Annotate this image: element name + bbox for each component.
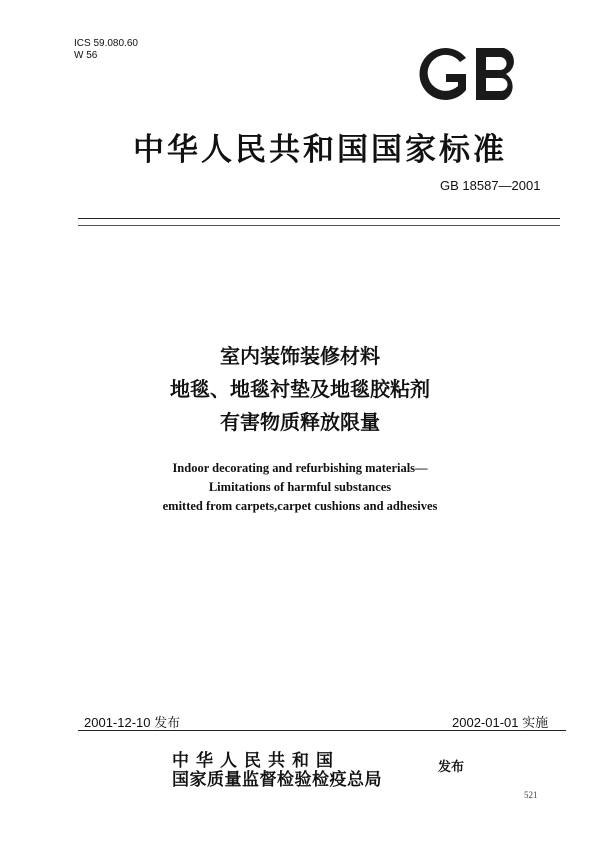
issued-label: 发布 xyxy=(438,760,465,775)
page-number: 521 xyxy=(524,790,538,800)
standard-name: 中华人民共和国国家标准 xyxy=(133,132,507,168)
ccs-code: W 56 xyxy=(74,50,98,61)
title-cn-line-3: 有害物质释放限量 xyxy=(220,410,380,434)
gb-logo-icon xyxy=(418,44,530,104)
header-divider-thin xyxy=(78,225,560,226)
title-en-line-2: Limitations of harmful substances xyxy=(208,480,392,494)
title-cn-line-1: 室内装饰装修材料 xyxy=(220,344,380,368)
ics-code: ICS 59.080.60 xyxy=(74,38,138,49)
standard-number: GB 18587—2001 xyxy=(440,178,541,193)
header-divider xyxy=(78,218,560,219)
issuer-line-1: 中华人民共和国 xyxy=(172,751,340,771)
title-en-line-3: emitted from carpets,carpet cushions and adhesives xyxy=(162,499,438,513)
title-en-line-1: Indoor decorating and refurbishing materials— xyxy=(172,461,428,475)
title-cn-line-2: 地毯、地毯衬垫及地毯胶粘剂 xyxy=(170,377,430,401)
issue-date: 2001-12-10 发布 xyxy=(84,715,181,730)
issuer-line-2: 国家质量监督检验检疫总局 xyxy=(172,770,382,790)
classification-codes xyxy=(74,38,138,62)
implementation-date: 2002-01-01 实施 xyxy=(452,715,549,730)
footer-divider xyxy=(78,730,566,731)
